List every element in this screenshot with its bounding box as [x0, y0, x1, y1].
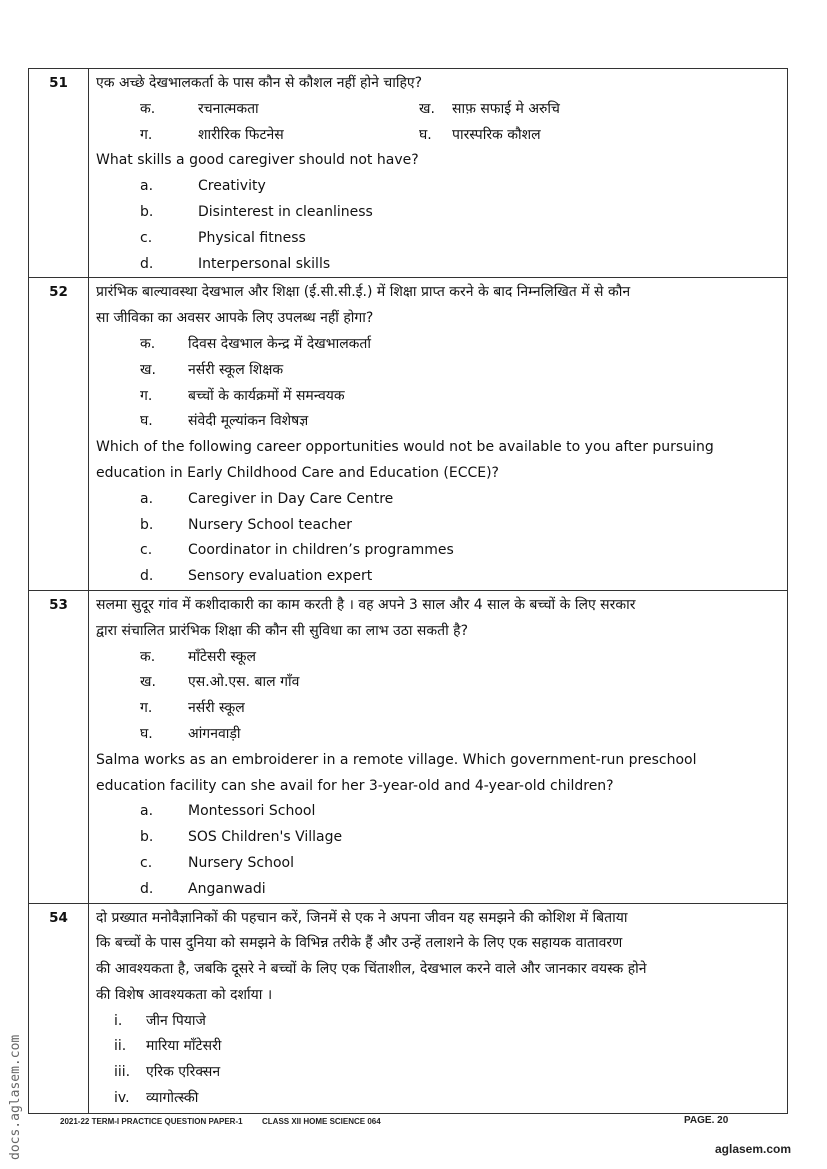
question-row-52 — [29, 278, 788, 591]
hindi-question-line: सा जीविका का अवसर आपके लिए उपलब्ध नहीं होगा? — [96, 310, 374, 327]
option-text: रचनात्मकता — [198, 100, 259, 117]
hindi-option — [96, 670, 781, 696]
english-question-line: education facility can she avail for her 3-year-old and 4-year-old children? — [96, 777, 614, 794]
side-watermark: docs.aglasem.com — [8, 1034, 23, 1160]
option-label: iii. — [114, 1064, 131, 1081]
hindi-question-line: की विशेष आवश्यकता को दर्शाया । — [96, 986, 273, 1003]
option-label: c. — [140, 542, 153, 559]
hindi-option — [96, 409, 781, 435]
hindi-question-line: द्वारा संचालित प्रारंभिक शिक्षा की कौन सी सुविधा का लाभ उठा सकती है? — [96, 622, 469, 639]
english-option — [96, 252, 781, 278]
option-label: b. — [140, 829, 154, 846]
question-body — [89, 590, 788, 903]
hindi-question-line: कि बच्चों के पास दुनिया को समझने के विभिन्न तरीके हैं और उन्हें तलाशने के लिए एक सहायक वातावरण — [96, 935, 623, 952]
hindi-option — [96, 384, 781, 410]
option-text: Anganwadi — [188, 880, 266, 897]
option-label: घ. — [140, 725, 153, 742]
option-text: संवेदी मूल्यांकन विशेषज्ञ — [188, 413, 309, 430]
option-text: Interpersonal skills — [198, 255, 331, 272]
option-text: एस.ओ.एस. बाल गाँव — [188, 674, 300, 691]
question-row-51 — [29, 69, 788, 278]
option-label: ग. — [140, 387, 153, 404]
option-text: साफ़ सफाई मे अरुचि — [452, 100, 560, 117]
english-option — [96, 799, 781, 825]
footer-site-link[interactable]: aglasem.com — [715, 1142, 792, 1156]
option-text: Sensory evaluation expert — [188, 568, 373, 585]
question-body — [89, 278, 788, 591]
option-label: a. — [140, 490, 154, 507]
option-label: ख. — [419, 100, 435, 117]
option-text: नर्सरी स्कूल — [188, 700, 245, 717]
option-label: d. — [140, 880, 154, 897]
hindi-option — [96, 1009, 781, 1035]
option-text: Nursery School — [188, 854, 294, 871]
hindi-option — [96, 1086, 781, 1112]
hindi-option — [96, 722, 781, 748]
hindi-question-line: की आवश्यकता है, जबकि दूसरे ने बच्चों के लिए एक चिंताशील, देखभाल करने वाले और जानकार वयस्क होने — [96, 961, 647, 978]
footer-page-number: PAGE. 20 — [684, 1115, 729, 1126]
option-label: घ. — [419, 126, 432, 143]
option-text: नर्सरी स्कूल शिक्षक — [188, 361, 284, 378]
question-number: 53 — [29, 590, 89, 903]
option-label: b. — [140, 203, 154, 220]
english-option — [96, 538, 781, 564]
hindi-question-line: सलमा सुदूर गांव में कशीदाकारी का काम करती है । वह अपने 3 साल और 4 साल के बच्चों के लिए सरकार — [96, 596, 636, 613]
footer-paper-title: 2021-22 TERM-I PRACTICE QUESTION PAPER-1 — [60, 1117, 243, 1126]
option-text: Caregiver in Day Care Centre — [188, 490, 394, 507]
english-option — [96, 851, 781, 877]
question-number: 52 — [29, 278, 89, 591]
hindi-option — [96, 1034, 781, 1060]
option-text: Physical fitness — [198, 229, 306, 246]
option-label: ii. — [114, 1038, 127, 1055]
english-option — [96, 487, 781, 513]
question-table — [28, 68, 788, 1114]
footer-class-label: CLASS XII HOME SCIENCE 064 — [262, 1117, 381, 1126]
hindi-option — [96, 332, 781, 358]
question-row-54 — [29, 903, 788, 1113]
question-number: 51 — [29, 69, 89, 278]
hindi-question-line: दो प्रख्यात मनोवैज्ञानिकों की पहचान करें, जिनमें से एक ने अपना जीवन यह समझने की कोशिश में बिताया — [96, 909, 628, 926]
option-label: a. — [140, 803, 154, 820]
question-body — [89, 903, 788, 1113]
english-option — [96, 174, 781, 200]
option-text: Montessori School — [188, 803, 316, 820]
option-label: क. — [140, 335, 156, 352]
option-text: Disinterest in cleanliness — [198, 203, 373, 220]
option-text: व्यागोत्स्की — [146, 1090, 199, 1107]
hindi-option — [96, 696, 781, 722]
option-label: d. — [140, 568, 154, 585]
hindi-option — [96, 358, 781, 384]
option-label: c. — [140, 229, 153, 246]
option-label: क. — [140, 100, 156, 117]
english-question-line: Salma works as an embroiderer in a remote village. Which government-run preschool — [96, 751, 697, 768]
option-label: ग. — [140, 126, 153, 143]
option-text: जीन पियाजे — [146, 1012, 206, 1029]
option-label: i. — [114, 1012, 123, 1029]
hindi-option — [96, 645, 781, 671]
option-text: Nursery School teacher — [188, 516, 353, 533]
hindi-option-pair — [96, 97, 781, 123]
option-label: क. — [140, 648, 156, 665]
hindi-option-pair — [96, 123, 781, 149]
option-text: Coordinator in children’s programmes — [188, 542, 454, 559]
option-text: SOS Children's Village — [188, 829, 343, 846]
option-text: शारीरिक फिटनेस — [198, 126, 284, 143]
option-text: मॉंटेसरी स्कूल — [188, 648, 257, 665]
option-label: iv. — [114, 1090, 130, 1107]
option-label: b. — [140, 516, 154, 533]
option-label: c. — [140, 854, 153, 871]
question-row-53 — [29, 590, 788, 903]
option-label: d. — [140, 255, 154, 272]
english-option — [96, 200, 781, 226]
english-option — [96, 877, 781, 903]
english-option — [96, 825, 781, 851]
option-text: आंगनवाड़ी — [188, 725, 241, 742]
option-text: एरिक एरिक्सन — [146, 1064, 221, 1081]
option-label: ख. — [140, 361, 156, 378]
hindi-question: एक अच्छे देखभालकर्ता के पास कौन से कौशल नहीं होने चाहिए? — [96, 75, 423, 91]
option-text: Creativity — [198, 178, 266, 195]
option-label: ख. — [140, 674, 156, 691]
question-body — [89, 69, 788, 278]
option-text: मारिया मॉंटेसरी — [146, 1038, 222, 1055]
option-label: घ. — [140, 413, 153, 430]
english-question-line: Which of the following career opportunities would not be available to you after pursuing — [96, 439, 714, 456]
english-option — [96, 226, 781, 252]
english-question-line: education in Early Childhood Care and Education (ECCE)? — [96, 464, 499, 481]
option-label: a. — [140, 178, 154, 195]
hindi-question-line: प्रारंभिक बाल्यावस्था देखभाल और शिक्षा (ई.सी.सी.ई.) में शिक्षा प्राप्त करने के बाद निम्नलिखित में से कौन — [96, 284, 631, 301]
question-number: 54 — [29, 903, 89, 1113]
english-question: What skills a good caregiver should not have? — [96, 152, 419, 169]
english-option — [96, 564, 781, 590]
option-label: ग. — [140, 700, 153, 717]
option-text: बच्चों के कार्यक्रमों में समन्वयक — [188, 387, 345, 404]
option-text: पारस्परिक कौशल — [452, 126, 541, 143]
option-text: दिवस देखभाल केन्द्र में देखभालकर्ता — [188, 335, 372, 352]
hindi-option — [96, 1060, 781, 1086]
english-option — [96, 513, 781, 539]
